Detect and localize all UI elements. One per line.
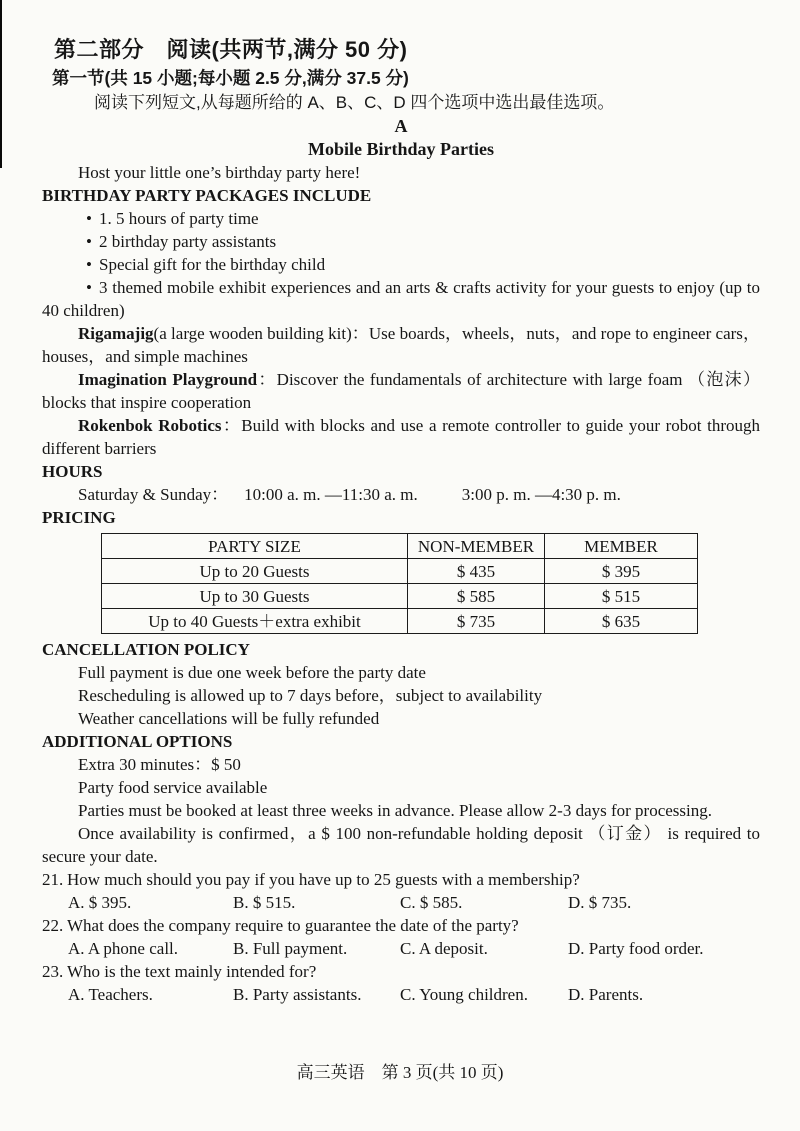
part-title: 第二部分 阅读(共两节,满分 50 分) xyxy=(54,37,408,62)
column-header: MEMBER xyxy=(545,534,698,559)
passage-title: Mobile Birthday Parties xyxy=(308,139,494,159)
section-instructions: 阅读下列短文,从每题所给的 A、B、C、D 四个选项中选出最佳选项。 xyxy=(94,93,615,112)
option-d: D. $ 735. xyxy=(568,893,632,912)
option-a: A. $ 395. xyxy=(68,893,132,912)
hours-line xyxy=(42,483,760,506)
cancellation-heading: CANCELLATION POLICY xyxy=(42,640,250,659)
column-header: NON-MEMBER xyxy=(408,534,545,559)
bullet-item xyxy=(42,207,760,230)
table-header-row xyxy=(102,534,698,559)
page-content xyxy=(42,35,760,1006)
bullet-text: Special gift for the birthday child xyxy=(99,255,326,274)
exhibit-item xyxy=(42,322,760,368)
cancellation-line: Rescheduling is allowed up to 7 days before，subject to availability xyxy=(78,686,543,705)
question-22-options xyxy=(68,937,760,960)
packages-heading: BIRTHDAY PARTY PACKAGES INCLUDE xyxy=(42,186,372,205)
exhibit-item xyxy=(42,368,760,414)
option-c: C. $ 585. xyxy=(400,893,463,912)
hours-days: Saturday & Sunday： xyxy=(78,485,229,504)
table-row xyxy=(102,584,698,609)
question-23 xyxy=(42,960,760,983)
non-member-price: $ 735 xyxy=(408,609,545,634)
question-22 xyxy=(42,914,760,937)
member-price: $ 395 xyxy=(545,559,698,584)
exhibit-desc: ：Build with blocks and use a remote controller to guide your robot through different barriers xyxy=(42,416,760,458)
pricing-table xyxy=(101,533,698,634)
booking-note: Parties must be booked at least three weeks in advance. Please allow 2-3 days for processing. xyxy=(78,801,713,820)
bullet-icon: • xyxy=(86,209,92,228)
non-member-price: $ 435 xyxy=(408,559,545,584)
member-price: $ 515 xyxy=(545,584,698,609)
bullet-item xyxy=(42,276,760,322)
option-b: B. Party assistants. xyxy=(233,985,362,1004)
exhibit-desc: (a large wooden building kit)：Use boards，wheels，nuts，and rope to engineer cars，houses，and simple machines xyxy=(42,324,760,366)
non-member-price: $ 585 xyxy=(408,584,545,609)
option-d: D. Party food order. xyxy=(568,939,704,958)
party-size-cell: Up to 20 Guests xyxy=(102,559,408,584)
question-21-options xyxy=(68,891,760,914)
bullet-text: 2 birthday party assistants xyxy=(99,232,277,251)
question-text: Who is the text mainly intended for? xyxy=(67,962,317,981)
hours-morning: 10:00 a. m. —11:30 a. m. xyxy=(244,485,418,504)
deposit-note: Once availability is confirmed，a $ 100 non-refundable holding deposit （订金） is required to secure your date. xyxy=(42,824,760,866)
option-d: D. Parents. xyxy=(568,985,644,1004)
passage-intro: Host your little one’s birthday party here! xyxy=(78,163,361,182)
bullet-text: 1. 5 hours of party time xyxy=(99,209,259,228)
bullet-icon: • xyxy=(86,255,92,274)
exhibit-name: Rokenbok Robotics xyxy=(78,416,222,435)
hours-heading: HOURS xyxy=(42,462,103,481)
question-text: How much should you pay if you have up to 25 guests with a membership? xyxy=(67,870,580,889)
exhibit-name: Rigamajig xyxy=(78,324,154,343)
question-number: 22. xyxy=(42,916,64,935)
exhibit-desc: ：Discover the fundamentals of architecture with large foam （泡沫） blocks that inspire cooperation xyxy=(42,370,760,412)
table-row xyxy=(102,609,698,634)
additional-line: Extra 30 minutes：$ 50 xyxy=(78,755,241,774)
column-header: PARTY SIZE xyxy=(102,534,408,559)
member-price: $ 635 xyxy=(545,609,698,634)
table-row xyxy=(102,559,698,584)
bullet-icon: • xyxy=(86,278,92,297)
option-a: A. A phone call. xyxy=(68,939,179,958)
additional-options-heading: ADDITIONAL OPTIONS xyxy=(42,732,233,751)
bullet-icon: • xyxy=(86,232,92,251)
option-b: B. $ 515. xyxy=(233,893,296,912)
exhibit-name: Imagination Playground xyxy=(78,370,258,389)
option-c: C. Young children. xyxy=(400,985,528,1004)
question-23-options xyxy=(68,983,760,1006)
hours-afternoon: 3:00 p. m. —4:30 p. m. xyxy=(461,485,621,504)
passage-body xyxy=(42,161,760,868)
exhibit-item xyxy=(42,414,760,460)
passage-label: A xyxy=(394,116,408,136)
bullet-item xyxy=(42,230,760,253)
option-c: C. A deposit. xyxy=(400,939,488,958)
option-a: A. Teachers. xyxy=(68,985,153,1004)
question-number: 21. xyxy=(42,870,64,889)
page-footer: 高三英语 第 3 页(共 10 页) xyxy=(296,1063,504,1082)
cancellation-line: Full payment is due one week before the party date xyxy=(78,663,426,682)
pricing-heading: PRICING xyxy=(42,508,116,527)
additional-line: Party food service available xyxy=(78,778,268,797)
question-text: What does the company require to guarantee the date of the party? xyxy=(67,916,519,935)
cancellation-line: Weather cancellations will be fully refunded xyxy=(78,709,380,728)
option-b: B. Full payment. xyxy=(233,939,348,958)
party-size-cell: Up to 40 Guests＋extra exhibit xyxy=(102,609,408,634)
question-number: 23. xyxy=(42,962,64,981)
scan-edge-artifact xyxy=(0,0,2,168)
questions-section xyxy=(42,868,760,1006)
bullet-text: 3 themed mobile exhibit experiences and an arts & crafts activity for your guests to enjoy (up to 40 children) xyxy=(42,278,760,320)
section-title: 第一节(共 15 小题;每小题 2.5 分,满分 37.5 分) xyxy=(52,68,409,88)
bullet-item xyxy=(42,253,760,276)
party-size-cell: Up to 30 Guests xyxy=(102,584,408,609)
question-21 xyxy=(42,868,760,891)
